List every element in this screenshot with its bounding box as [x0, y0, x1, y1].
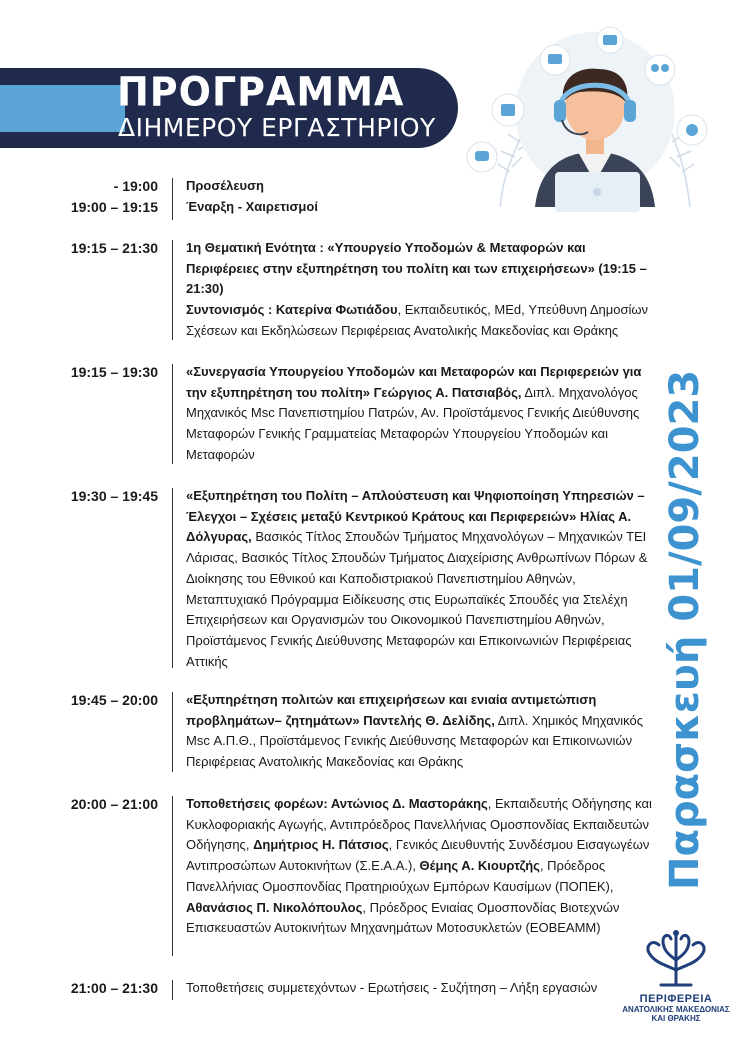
divider: [172, 488, 173, 668]
divider: [172, 692, 173, 772]
page-subtitle: ΔΙΗΜΕΡΟΥ ΕΡΓΑΣΤΗΡΙΟΥ: [118, 113, 436, 142]
schedule-time: 19:00 – 19:15: [70, 199, 158, 215]
schedule-time: 19:30 – 19:45: [70, 488, 158, 504]
schedule-desc: «Εξυπηρέτηση του Πολίτη – Απλούστευση και Ψηφιοποίηση Υπηρεσιών – Έλεγχοι – Σχέσεις μεταξύ Κεντρικού Κράτους και Περιφερειών» Ηλίας Α. Δόλγυρας, Βασικός Τίτλος Σπουδών Τμήματος Μηχανολόγων – Μηχανικών ΤΕΙ Λάρισας, Βασικός Τίτλος Σπουδών Τμήματος Διαχείρισης Ανθρωπίνων Πόρων & Διοίκησης του Εθνικού και Καποδιστριακού Πανεπιστημίου Αθηνών, Μεταπτυχιακό Πρόγραμμα Ειδίκευσης στις Ευρωπαϊκές Σπουδές για Στελέχη Επιχειρήσεων και Οργανισμών του Οικονομικού Πανεπιστημίου Αθηνών, Προϊστάμενος Γενικής Διεύθυνσης Μεταφορών και Επικοινωνιών Περιφέρειας Αττικής: [186, 488, 648, 669]
page-title: ΠΡΟΓΡΑΜΜΑ: [117, 68, 405, 116]
schedule-desc: 1η Θεματική Ενότητα : «Υπουργείο Υποδομών & Μεταφορών και Περιφέρειες στην εξυπηρέτηση του πολίτη και των επιχειρήσεων» (19:15 – 21:30) Συντονισμός : Κατερίνα Φωτιάδου, Εκπαιδευτικός, MEd, Υπεύθυνη Δημοσίων Σχέσεων και Εκδηλώσεων Περιφέρειας Ανατολικής Μακεδονίας και Θράκης: [186, 240, 649, 338]
schedule-time: 19:15 – 21:30: [70, 240, 158, 256]
event-date: Παρασκευή 01/09/2023: [662, 369, 708, 890]
header-accent-stripe: [0, 85, 125, 132]
logo-name: ΠΕΡΙΦΕΡΕΙΑ: [639, 993, 713, 1005]
logo-line3: ΚΑΙ ΘΡΑΚΗΣ: [651, 1014, 701, 1023]
schedule-desc: «Εξυπηρέτηση πολιτών και επιχειρήσεων και ενιαία αντιμετώπιση προβλημάτων– ζητημάτων» Παντελής Θ. Δελίδης, Διπλ. Χημικός Μηχανικός Msc Α.Π.Θ., Προϊστάμενος Γενικής Διεύθυνσης Μεταφορών και Επικοινωνιών Περιφέρειας Ανατολικής Μακεδονίας και Θράκης: [186, 692, 643, 770]
schedule-desc: Τοποθετήσεις φορέων: Αντώνιος Δ. Μαστοράκης, Εκπαιδευτής Οδήγησης και Κυκλοφοριακής Αγωγής, Αντιπρόεδρος Πανελλήνιας Ομοσπονδίας Εκπαιδευτών Οδήγησης, Δημήτριος Η. Πάτσιος, Γενικός Διευθυντής Συνδέσμου Εισαγωγέων Αντιπροσώπων Αυτοκινήτων (Σ.Ε.Α.Α.), Θέμης Α. Κιουρτζής, Πρόεδρος Πανελλήνιας Ομοσπονδίας Πρατηριούχων Εμπόρων Καυσίμων (ΠΟΠΕΚ), Αθανάσιος Π. Νικολόπουλος, Πρόεδρος Ενιαίας Ομοσπονδίας Βιοτεχνών Επισκευαστών Αυτοκινήτων Μηχανημάτων Μοτοσυκλετών (ΕΟΒΕΑΜΜ): [186, 796, 652, 936]
schedule-time: 21:00 – 21:30: [70, 980, 158, 996]
schedule-time: 19:45 – 20:00: [70, 692, 158, 708]
divider: [172, 980, 173, 1000]
region-logo: [618, 925, 734, 1035]
schedule-desc: Προσέλευση: [186, 178, 264, 193]
logo-line2: ΑΝΑΤΟΛΙΚΗΣ ΜΑΚΕΔΟΝΙΑΣ: [622, 1005, 730, 1014]
schedule-row-arrival: [0, 176, 750, 198]
schedule-desc: «Συνεργασία Υπουργείου Υποδομών και Μεταφορών και Περιφερειών για την εξυπηρέτηση του πολίτη» Γεώργιος Α. Πατσιαβός, Διπλ. Μηχανολόγος Μηχανικός Msc Πανεπιστημίου Πατρών, Αν. Προϊστάμενος Γενικής Διεύθυνσης Μεταφορών Γενικής Γραμματείας Μεταφορών Υπουργείου Υποδομών και Μεταφορών: [186, 364, 642, 462]
divider: [172, 796, 173, 956]
divider: [172, 240, 173, 340]
divider: [172, 364, 173, 464]
schedule-desc: Έναρξη - Χαιρετισμοί: [186, 199, 318, 214]
schedule-time: 19:15 – 19:30: [70, 364, 158, 380]
schedule-time: 20:00 – 21:00: [70, 796, 158, 812]
schedule-desc: Τοποθετήσεις συμμετεχόντων - Ερωτήσεις - Συζήτηση – Λήξη εργασιών: [186, 980, 598, 995]
schedule-time: - 19:00: [113, 178, 158, 194]
region-emblem-icon: [641, 925, 711, 989]
schedule-row-opening: [0, 197, 750, 219]
